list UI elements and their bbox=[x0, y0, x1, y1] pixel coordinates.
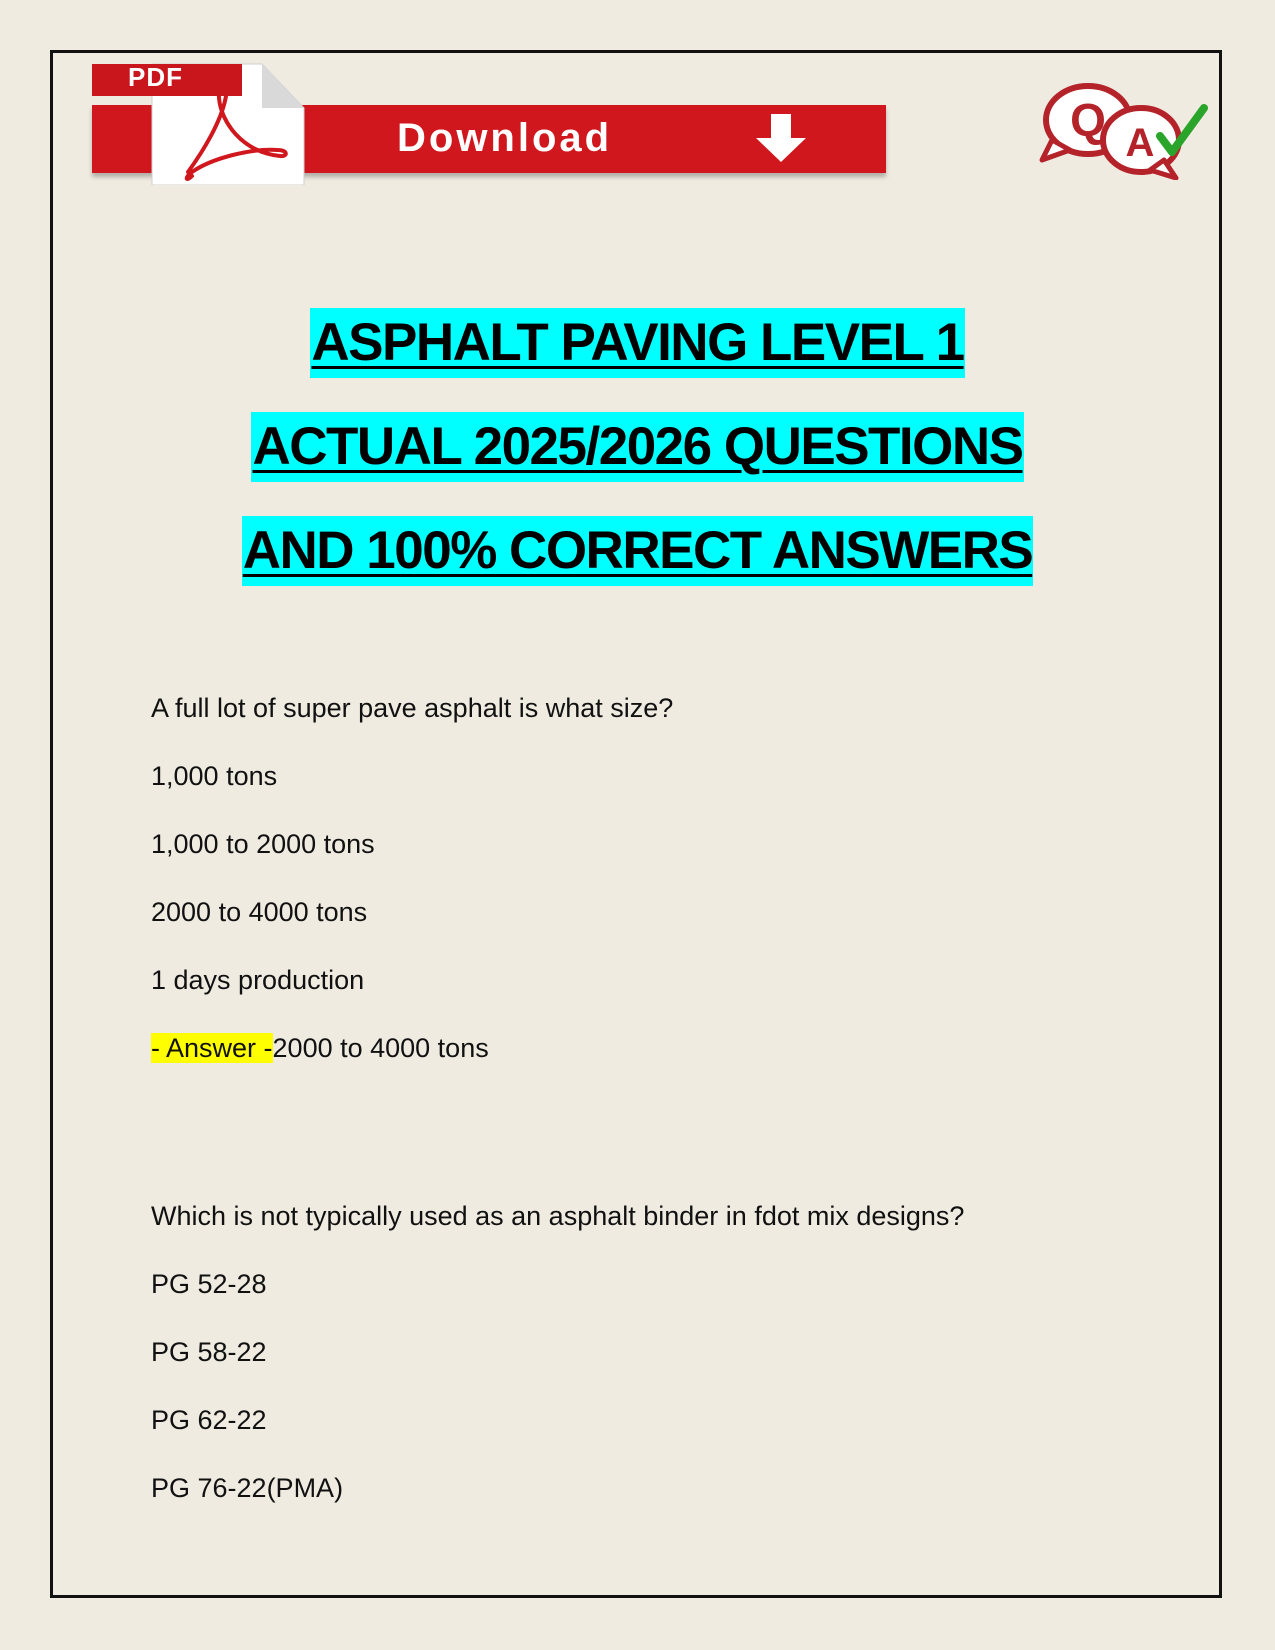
option: PG 62-22 bbox=[151, 1405, 267, 1435]
option: PG 58-22 bbox=[151, 1337, 267, 1367]
question-block-1 bbox=[151, 690, 1171, 1066]
title-line-1: ASPHALT PAVING LEVEL 1 bbox=[310, 308, 964, 378]
option: 1,000 to 2000 tons bbox=[151, 829, 375, 859]
title-line-2: ACTUAL 2025/2026 QUESTIONS bbox=[251, 412, 1023, 482]
option: PG 52-28 bbox=[151, 1269, 267, 1299]
qa-logo-icon bbox=[1038, 78, 1208, 180]
qa-content bbox=[151, 690, 1171, 1538]
option: 2000 to 4000 tons bbox=[151, 897, 368, 927]
download-label: Download bbox=[397, 116, 613, 160]
question-text: A full lot of super pave asphalt is what size? bbox=[151, 693, 674, 723]
pdf-download-banner[interactable] bbox=[92, 60, 886, 185]
answer-text: 2000 to 4000 tons bbox=[272, 1033, 489, 1063]
title-line-3: AND 100% CORRECT ANSWERS bbox=[242, 516, 1034, 586]
document-title bbox=[0, 308, 1275, 620]
down-arrow-icon bbox=[754, 114, 808, 164]
pdf-file-icon bbox=[92, 60, 314, 185]
logo-a-letter: A bbox=[1125, 121, 1155, 165]
option: 1 days production bbox=[151, 965, 365, 995]
answer-line bbox=[151, 1030, 1171, 1066]
option: PG 76-22(PMA) bbox=[151, 1473, 344, 1503]
question-block-2 bbox=[151, 1198, 1171, 1506]
option: 1,000 tons bbox=[151, 761, 278, 791]
pdf-label: PDF bbox=[128, 62, 183, 92]
logo-q-letter: Q bbox=[1070, 94, 1106, 146]
answer-label: - Answer - bbox=[151, 1033, 273, 1063]
question-text: Which is not typically used as an asphalt binder in fdot mix designs? bbox=[151, 1201, 965, 1231]
